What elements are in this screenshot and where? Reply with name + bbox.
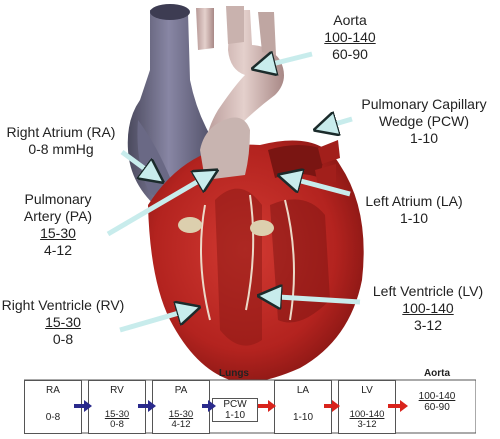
flow-rv-top: 15-30 (104, 409, 130, 420)
aorta-label (314, 12, 386, 63)
flow-pcw-value: 1-10 (224, 410, 245, 421)
rv-label (0, 297, 126, 348)
lungs-heading: Lungs (219, 368, 249, 379)
flow-arrow-rv-pa (138, 400, 156, 412)
rv-label-diastolic: 0-8 (52, 331, 74, 347)
flow-pa-bottom: 4-12 (171, 419, 191, 430)
flow-la-name: LA (296, 385, 310, 396)
lv-label-name: Left Ventricle (LV) (372, 283, 484, 299)
flow-lv-name: LV (361, 385, 373, 396)
pcw-label-line1: Pulmonary Capillary (361, 96, 487, 112)
flow-pcw-name: PCW (223, 399, 247, 410)
flow-lv-bottom: 3-12 (357, 419, 377, 430)
lv-label-systolic: 100-140 (402, 300, 454, 316)
lv-label-diastolic: 3-12 (413, 317, 443, 333)
pcw-label-line2: Wedge (PCW) (379, 113, 469, 129)
rv-label-name: Right Ventricle (RV) (1, 297, 125, 313)
flow-ra-name: RA (46, 385, 60, 396)
aorta-label-systolic: 100-140 (324, 29, 376, 45)
aorta-heading: Aorta (423, 368, 451, 379)
flow-arrow-lv-aorta (388, 400, 408, 412)
flow-aorta-bottom: 60-90 (424, 402, 450, 413)
flow-pa-top: 15-30 (168, 409, 194, 420)
aorta-label-diastolic: 60-90 (332, 46, 368, 62)
flow-arrow-pa-pcw (202, 400, 216, 412)
ra-label-range: 0-8 mmHg (28, 141, 94, 157)
pa-label-systolic: 15-30 (40, 225, 76, 241)
flow-arrow-pcw-la (258, 400, 276, 412)
pcw-label (352, 96, 496, 147)
flow-aorta-top: 100-140 (418, 391, 456, 402)
la-label (354, 193, 474, 227)
flow-pa-name: PA (174, 385, 188, 396)
flow-rv-bottom: 0-8 (110, 419, 124, 430)
aorta-label-name: Aorta (333, 12, 367, 28)
flow-ra-value: 0-8 (45, 412, 61, 423)
pa-label-line1: Pulmonary (24, 191, 92, 207)
pcw-label-range: 1-10 (409, 130, 439, 146)
pa-label (10, 191, 106, 259)
la-label-range: 1-10 (399, 210, 429, 226)
rv-label-systolic: 15-30 (45, 314, 81, 330)
flow-arrows (24, 368, 476, 434)
flow-la-value: 1-10 (292, 412, 313, 423)
ra-label (0, 124, 122, 158)
flow-arrow-ra-rv (74, 400, 92, 412)
pa-label-line2: Artery (PA) (23, 208, 93, 224)
flow-arrow-la-lv (324, 400, 340, 412)
pa-label-diastolic: 4-12 (43, 242, 73, 258)
flow-lv-top: 100-140 (349, 409, 385, 420)
pressure-flow-diagram (24, 368, 476, 434)
lv-label (360, 283, 496, 334)
ra-label-name: Right Atrium (RA) (6, 124, 116, 140)
pcw-callout-arrow (318, 119, 352, 129)
flow-rv-name: RV (110, 385, 124, 396)
la-label-name: Left Atrium (LA) (365, 193, 463, 209)
